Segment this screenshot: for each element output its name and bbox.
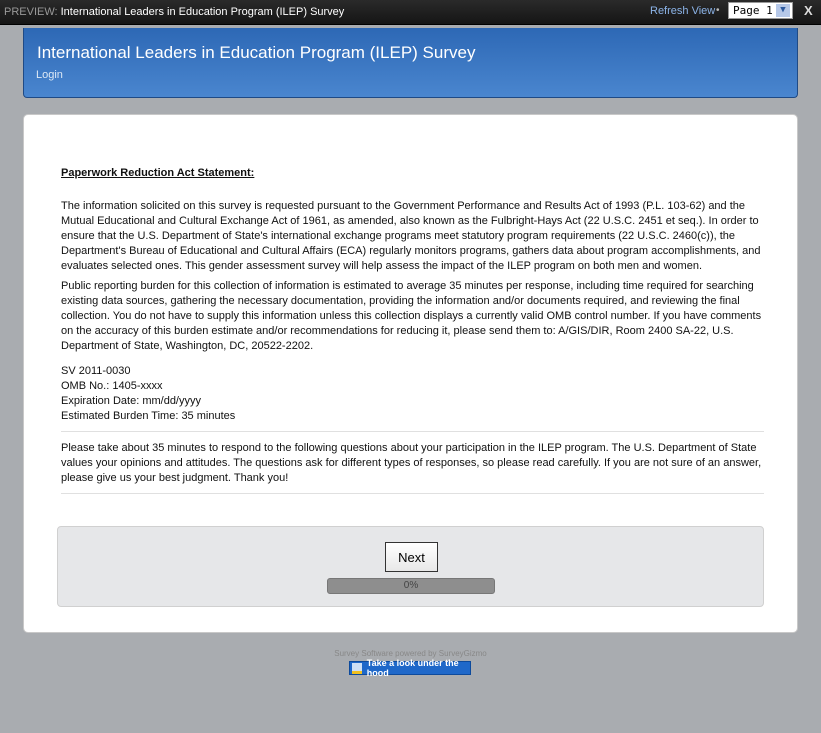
info-line: Expiration Date: mm/dd/yyyy (61, 395, 201, 407)
info-line: Estimated Burden Time: 35 minutes (61, 410, 236, 422)
page-select-value: Page 1 (733, 4, 773, 17)
separator: • (716, 5, 720, 16)
survey-header (23, 28, 798, 98)
info-line: SV 2011-0030 (61, 365, 131, 377)
progress-bar: 0% (327, 578, 495, 594)
next-button[interactable]: Next (385, 542, 438, 572)
close-icon[interactable]: X (804, 3, 813, 18)
survey-title: International Leaders in Education Program (ILEP) Survey (37, 43, 476, 62)
preview-bar (0, 0, 821, 25)
under-the-hood-button[interactable] (349, 658, 471, 678)
refresh-view-link[interactable]: Refresh View (650, 5, 716, 17)
chevron-down-icon: ▼ (776, 4, 790, 17)
hood-label: Take a look under the hood (366, 658, 459, 678)
powered-text: powered by SurveyGizmo (392, 649, 487, 658)
navigation-area (57, 526, 764, 607)
paragraph-3: Please take about 35 minutes to respond to the following questions about your participation in the ILEP program. The U.S. Department of State values your opinions and attitudes. The questions ask for different types of responses, so please read carefully. If you are not sure of an answer, please give us your best judgment. Thank you! (61, 442, 762, 484)
survey-content (61, 166, 764, 503)
preview-title: International Leaders in Education Program (ILEP) Survey (60, 6, 345, 18)
hood-icon (352, 663, 362, 674)
preview-label: PREVIEW: (4, 6, 58, 18)
divider (61, 431, 764, 432)
login-link[interactable]: Login (36, 69, 63, 81)
survey-software-link[interactable]: Survey Software (334, 649, 393, 658)
section-heading: Paperwork Reduction Act Statement: (61, 167, 255, 179)
survey-page (23, 114, 798, 633)
paragraph-1: The information solicited on this survey is requested pursuant to the Government Performance and Results Act of 1993 (P.L. 103-62) and the Mutual Educational and Cultural Exchange Act of 1961, as amended, also known as the Fulbright-Hays Act (22 U.S.C. 2451 et seq.). In order to ensure that the U.S. Department of State's international exchange programs meet statutory program requirements (22 U.S.C. 2460(c)), the Department's Bureau of Educational and Cultural Affairs (ECA) regularly monitors programs, gathers data about program accomplishments, and evaluates selected ones. This gender assessment survey will help assess the impact of the ILEP program on both men and women. (61, 200, 761, 272)
divider (61, 493, 764, 494)
info-line: OMB No.: 1405-xxxx (61, 380, 163, 392)
page-select[interactable] (728, 2, 793, 19)
paragraph-2: Public reporting burden for this collection of information is estimated to average 35 minutes per response, including time required for searching existing data sources, gathering the necessary documentation, providing the information and/or documents required, and reviewing the final collection. You do not have to supply this information unless this collection displays a currently valid OMB control number. If you have comments on the accuracy of this burden estimate and/or recommendations for reducing it, please send them to: A/GIS/DIR, Room 2400 SA-22, U.S. Department of State, Washington, DC, 20522-2202. (61, 280, 762, 352)
powered-by (0, 649, 821, 658)
